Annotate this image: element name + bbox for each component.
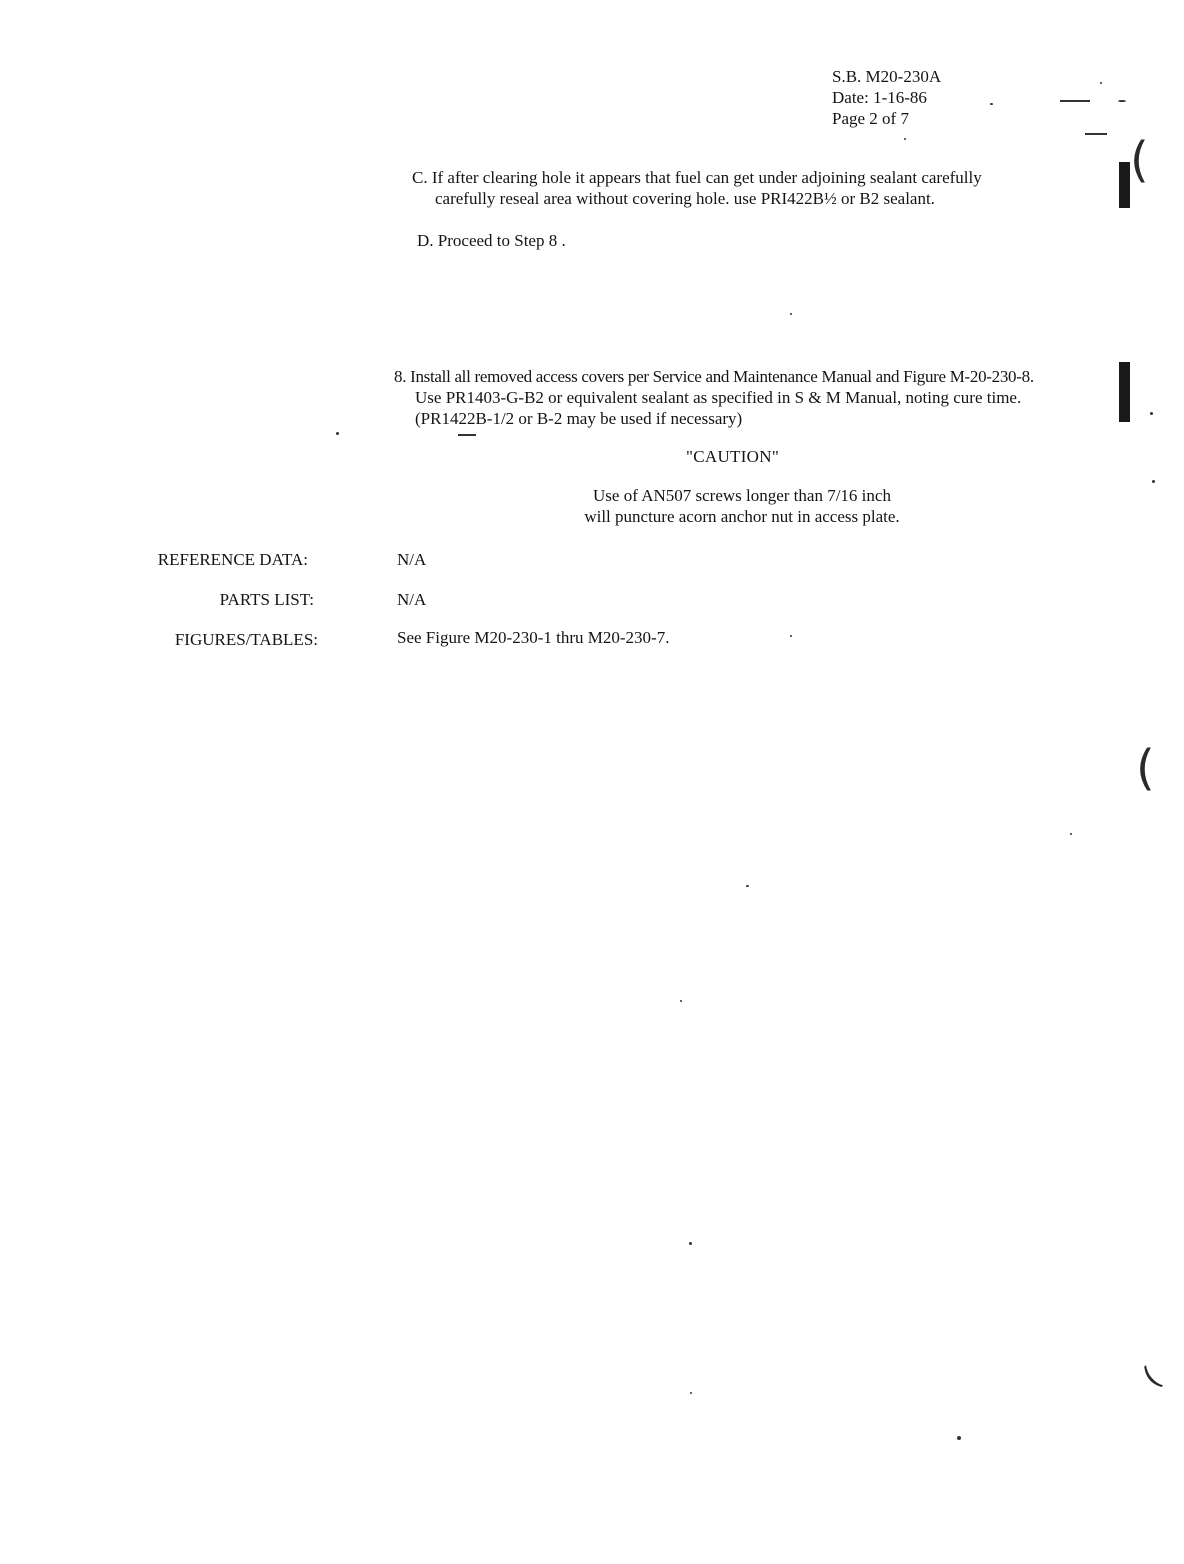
scan-speck	[1085, 133, 1107, 135]
step-8-line-3: (PR1422B-1/2 or B-2 may be used if necessary)	[415, 409, 743, 428]
scan-speck	[746, 885, 749, 887]
scan-speck	[1070, 833, 1072, 835]
page-number: Page 2 of 7	[832, 109, 909, 128]
scan-speck	[957, 1436, 961, 1440]
step-8-paragraph	[394, 366, 1034, 429]
scan-speck	[990, 103, 993, 105]
step-c-paragraph	[412, 167, 1080, 209]
caution-body	[566, 485, 918, 527]
scan-speck	[336, 432, 339, 435]
caution-line-1: Use of AN507 screws longer than 7/16 inch	[593, 486, 891, 505]
scan-speck	[1100, 82, 1102, 84]
revision-change-bar	[1119, 362, 1130, 422]
reference-data-label: REFERENCE DATA:	[157, 550, 308, 569]
step-c-line-1: C. If after clearing hole it appears that fuel can get under adjoining sealant carefully	[412, 168, 982, 187]
parts-list-value: N/A	[397, 590, 427, 609]
step-d-paragraph: D. Proceed to Step 8 .	[417, 231, 566, 250]
parts-list-label: PARTS LIST:	[219, 590, 314, 609]
hole-punch-arc: (	[1136, 740, 1155, 796]
hole-punch-arc: (	[1136, 1360, 1168, 1395]
step-8-line-1: 8. Install all removed access covers per Service and Maintenance Manual and Figure M-20-230-8.	[394, 367, 1034, 386]
scan-speck	[790, 313, 792, 315]
scan-speck	[904, 138, 906, 140]
scan-speck	[690, 1392, 692, 1394]
scan-speck	[458, 434, 476, 436]
scan-speck	[680, 1000, 682, 1002]
reference-data-value: N/A	[397, 550, 427, 569]
step-8-line-2: Use PR1403-G-B2 or equivalent sealant as specified in S & M Manual, noting cure time.	[415, 388, 1022, 407]
figures-tables-label: FIGURES/TABLES:	[174, 630, 318, 649]
hole-punch-arc: (	[1130, 132, 1149, 188]
scan-speck	[1060, 100, 1090, 102]
scan-speck	[689, 1242, 692, 1245]
scan-speck	[1152, 480, 1155, 483]
figures-tables-value: See Figure M20-230-1 thru M20-230-7.	[397, 628, 670, 647]
scan-speck	[790, 635, 792, 637]
caution-line-2: will puncture acorn anchor nut in access plate.	[584, 507, 900, 526]
scan-speck	[1150, 412, 1153, 415]
bulletin-number: S.B. M20-230A	[832, 67, 942, 86]
document-header	[832, 66, 941, 129]
step-c-line-2: carefully reseal area without covering hole. use PRI422B½ or B2 sealant.	[435, 189, 935, 208]
scan-speck	[1118, 100, 1126, 102]
caution-title: "CAUTION"	[686, 447, 780, 466]
revision-change-bar	[1119, 162, 1130, 208]
bulletin-date: Date: 1-16-86	[832, 88, 927, 107]
